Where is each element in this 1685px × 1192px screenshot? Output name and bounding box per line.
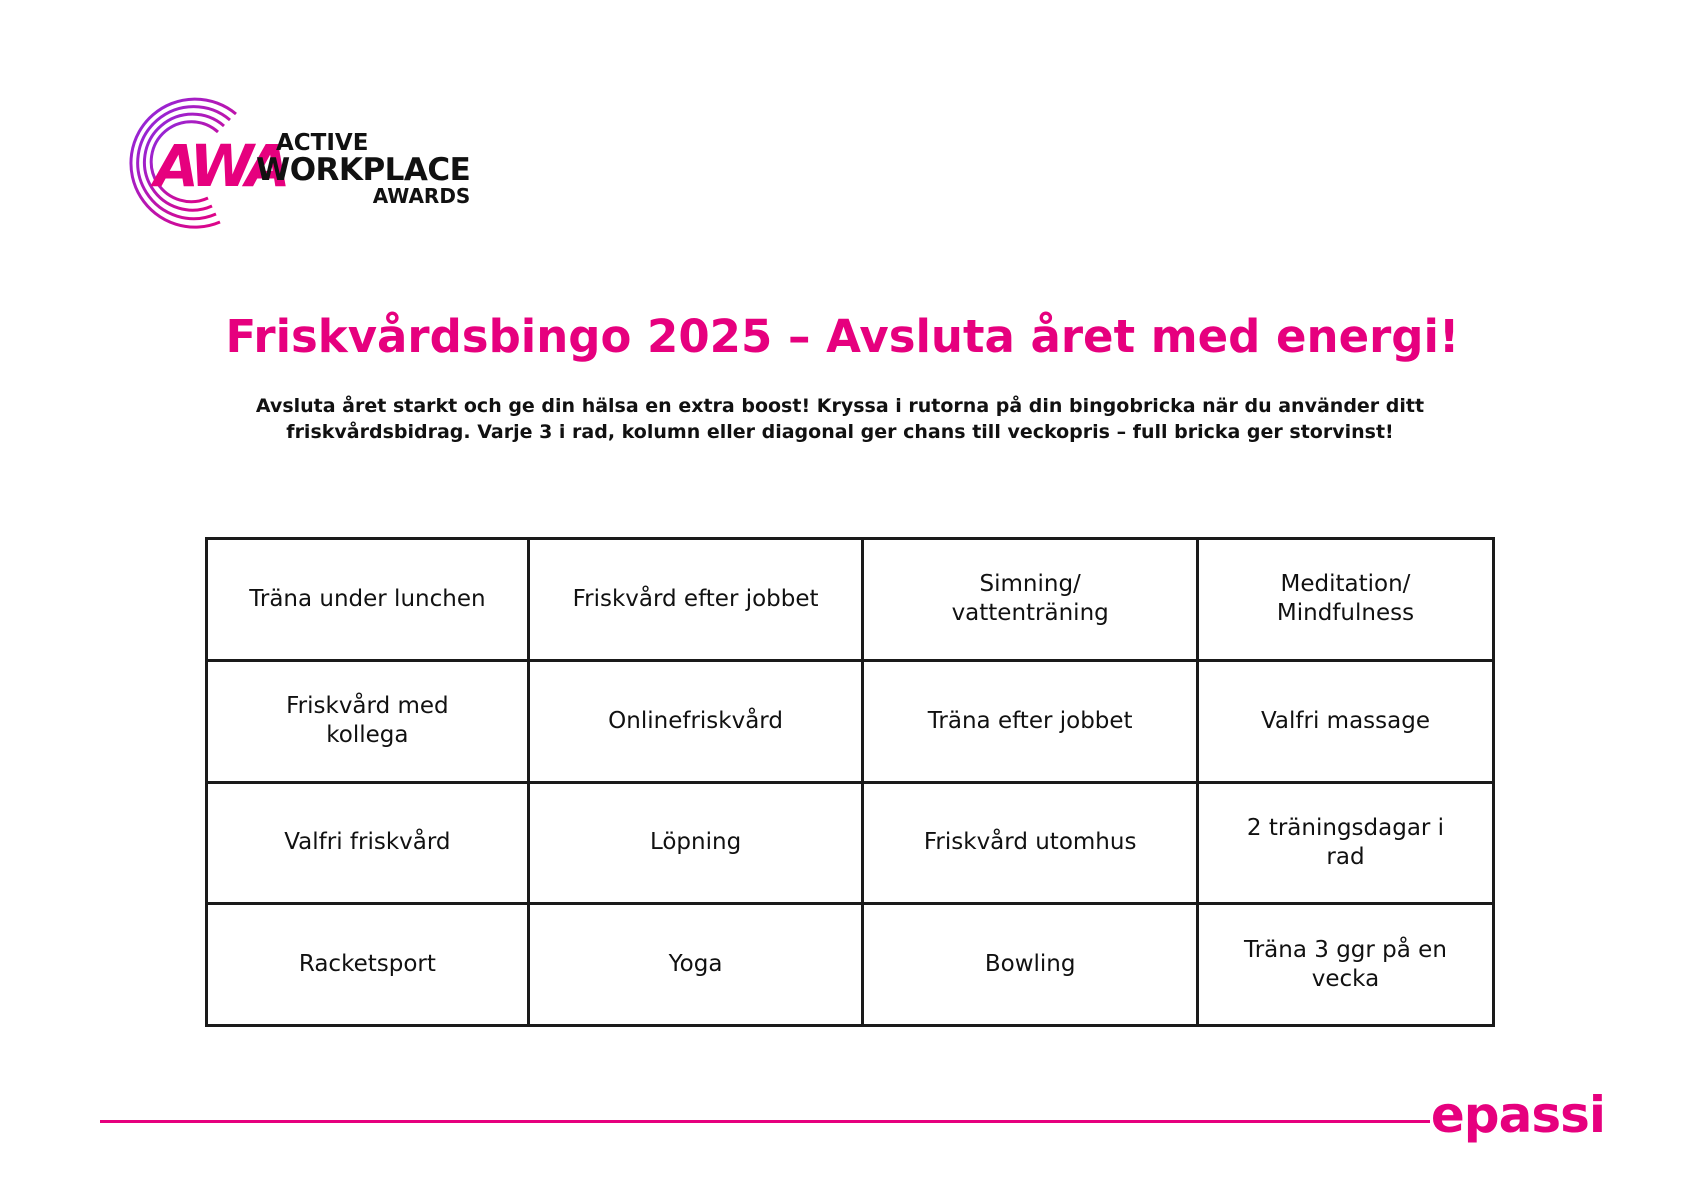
- bingo-cell[interactable]: Valfri friskvård: [207, 782, 529, 904]
- bingo-cell[interactable]: Onlinefriskvård: [528, 660, 863, 782]
- bingo-cell[interactable]: Meditation/ Mindfulness: [1197, 539, 1493, 661]
- bingo-cell[interactable]: Racketsport: [207, 904, 529, 1026]
- bingo-cell[interactable]: Träna efter jobbet: [863, 660, 1198, 782]
- bingo-cell[interactable]: Friskvård efter jobbet: [528, 539, 863, 661]
- logo-mark: AWA: [154, 132, 285, 200]
- logo-line-workplace: WORKPLACE: [256, 152, 471, 188]
- bingo-cell[interactable]: Simning/ vattenträning: [863, 539, 1198, 661]
- bingo-cell[interactable]: Bowling: [863, 904, 1198, 1026]
- bingo-cell[interactable]: 2 träningsdagar i rad: [1197, 782, 1493, 904]
- bingo-cell[interactable]: Yoga: [528, 904, 863, 1026]
- bingo-cell[interactable]: Friskvård utomhus: [863, 782, 1198, 904]
- bingo-row: [207, 904, 1494, 1026]
- logo-wordmark: [256, 132, 470, 206]
- logo-line-active: ACTIVE: [276, 130, 369, 156]
- intro-text: Avsluta året starkt och ge din hälsa en extra boost! Kryssa i rutorna på din bingobricka när du använder ditt friskvårdsbidrag. Varje 3 i rad, kolumn eller diagonal ger chans till veckopris – full bricka ger storvinst!: [255, 395, 1425, 443]
- epassi-logo: epassi: [1430, 1086, 1605, 1144]
- bingo-row: [207, 539, 1494, 661]
- bingo-row: [207, 782, 1494, 904]
- active-workplace-awards-logo: [118, 96, 498, 236]
- bingo-cell[interactable]: Friskvård med kollega: [207, 660, 529, 782]
- bingo-cell[interactable]: Valfri massage: [1197, 660, 1493, 782]
- bingo-cell[interactable]: Löpning: [528, 782, 863, 904]
- bingo-cell[interactable]: Träna under lunchen: [207, 539, 529, 661]
- footer-divider: [100, 1120, 1430, 1123]
- bingo-row: [207, 660, 1494, 782]
- bingo-board: [205, 537, 1495, 1027]
- logo-line-awards: AWARDS: [372, 184, 471, 208]
- page-title: Friskvårdsbingo 2025 – Avsluta året med energi!: [225, 310, 1460, 363]
- bingo-cell[interactable]: Träna 3 ggr på en vecka: [1197, 904, 1493, 1026]
